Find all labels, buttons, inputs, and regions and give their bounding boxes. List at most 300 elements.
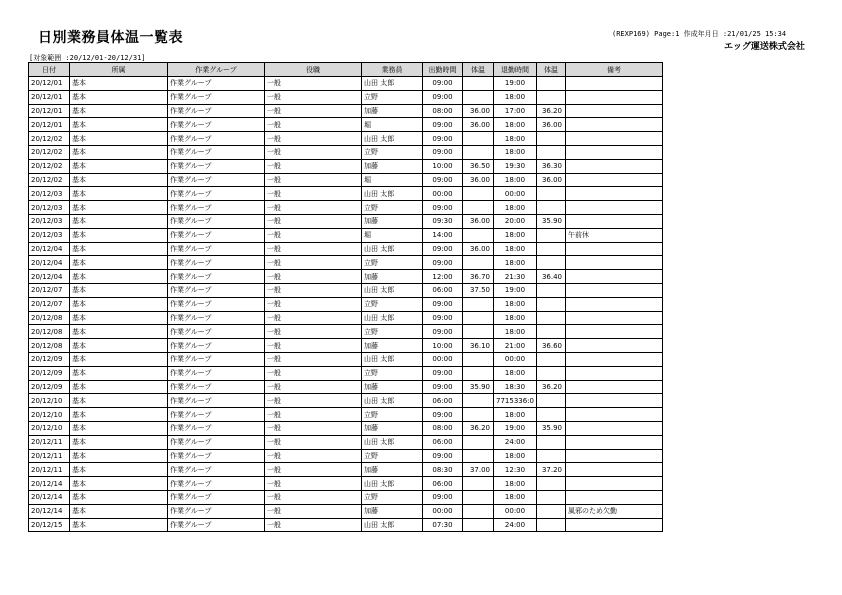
cell-clock-out: 18:00 [494, 477, 537, 491]
cell-department: 基本 [70, 270, 168, 284]
cell-temp-out [537, 297, 566, 311]
cell-clock-in: 09:00 [423, 325, 463, 339]
cell-clock-in: 00:00 [423, 504, 463, 518]
cell-work-group: 作業グループ [168, 104, 265, 118]
cell-temp-out [537, 490, 566, 504]
cell-notes [566, 173, 663, 187]
cell-temp-in [463, 518, 494, 532]
cell-temp-in: 36.00 [463, 242, 494, 256]
cell-date: 20/12/14 [29, 504, 70, 518]
cell-clock-in: 09:00 [423, 256, 463, 270]
cell-position: 一般 [265, 518, 362, 532]
cell-date: 20/12/02 [29, 159, 70, 173]
cell-work-group: 作業グループ [168, 214, 265, 228]
cell-notes [566, 477, 663, 491]
cell-employee: 立野 [362, 490, 423, 504]
cell-notes [566, 518, 663, 532]
cell-temp-out [537, 242, 566, 256]
cell-date: 20/12/02 [29, 145, 70, 159]
cell-department: 基本 [70, 283, 168, 297]
cell-notes [566, 145, 663, 159]
cell-date: 20/12/10 [29, 421, 70, 435]
table-row [29, 132, 663, 146]
cell-notes [566, 256, 663, 270]
cell-temp-in: 37.00 [463, 463, 494, 477]
cell-work-group: 作業グループ [168, 325, 265, 339]
cell-employee: 加藤 [362, 214, 423, 228]
cell-clock-out: 18:00 [494, 228, 537, 242]
cell-clock-in: 09:00 [423, 408, 463, 422]
col-clock-in: 出勤時間 [423, 63, 463, 77]
cell-temp-out [537, 477, 566, 491]
cell-clock-out: 18:00 [494, 311, 537, 325]
cell-notes [566, 463, 663, 477]
cell-position: 一般 [265, 477, 362, 491]
cell-clock-out: 18:00 [494, 132, 537, 146]
cell-employee: 立野 [362, 201, 423, 215]
col-department: 所属 [70, 63, 168, 77]
report-title: 日別業務員体温一覧表 [38, 30, 183, 46]
cell-employee: 立野 [362, 325, 423, 339]
cell-temp-out [537, 187, 566, 201]
cell-clock-in: 09:30 [423, 214, 463, 228]
cell-clock-in: 09:00 [423, 145, 463, 159]
cell-employee: 加藤 [362, 421, 423, 435]
table-row [29, 270, 663, 284]
cell-temp-out: 35.90 [537, 214, 566, 228]
cell-department: 基本 [70, 490, 168, 504]
col-position: 役職 [265, 63, 362, 77]
cell-position: 一般 [265, 297, 362, 311]
table-row [29, 187, 663, 201]
cell-clock-out: 19:00 [494, 421, 537, 435]
table-header [29, 63, 663, 77]
cell-temp-in: 36.10 [463, 339, 494, 353]
cell-date: 20/12/10 [29, 408, 70, 422]
cell-department: 基本 [70, 518, 168, 532]
cell-temp-out [537, 394, 566, 408]
company-name: エッグ運送株式会社 [724, 42, 805, 52]
cell-position: 一般 [265, 270, 362, 284]
cell-work-group: 作業グループ [168, 394, 265, 408]
cell-notes [566, 77, 663, 91]
cell-temp-in: 35.90 [463, 380, 494, 394]
cell-position: 一般 [265, 118, 362, 132]
cell-position: 一般 [265, 173, 362, 187]
cell-temp-out: 36.00 [537, 173, 566, 187]
cell-notes [566, 352, 663, 366]
table-row [29, 421, 663, 435]
cell-notes [566, 283, 663, 297]
cell-notes [566, 380, 663, 394]
cell-date: 20/12/10 [29, 394, 70, 408]
cell-notes [566, 435, 663, 449]
cell-temp-in [463, 228, 494, 242]
cell-work-group: 作業グループ [168, 463, 265, 477]
cell-date: 20/12/03 [29, 228, 70, 242]
cell-clock-out: 21:00 [494, 339, 537, 353]
cell-temp-in: 37.50 [463, 283, 494, 297]
cell-position: 一般 [265, 339, 362, 353]
cell-temp-in [463, 394, 494, 408]
cell-clock-in: 10:00 [423, 159, 463, 173]
table-row [29, 366, 663, 380]
cell-notes [566, 201, 663, 215]
cell-clock-in: 06:00 [423, 435, 463, 449]
cell-position: 一般 [265, 283, 362, 297]
cell-date: 20/12/11 [29, 435, 70, 449]
cell-clock-in: 09:00 [423, 311, 463, 325]
cell-employee: 立野 [362, 408, 423, 422]
cell-employee: 山田 太郎 [362, 242, 423, 256]
cell-department: 基本 [70, 201, 168, 215]
cell-temp-out [537, 435, 566, 449]
cell-work-group: 作業グループ [168, 311, 265, 325]
cell-clock-in: 09:00 [423, 118, 463, 132]
cell-clock-in: 09:00 [423, 297, 463, 311]
cell-work-group: 作業グループ [168, 187, 265, 201]
cell-clock-out: 19:00 [494, 283, 537, 297]
cell-work-group: 作業グループ [168, 518, 265, 532]
cell-clock-in: 06:00 [423, 477, 463, 491]
cell-work-group: 作業グループ [168, 173, 265, 187]
cell-date: 20/12/11 [29, 463, 70, 477]
cell-department: 基本 [70, 90, 168, 104]
cell-temp-in: 36.00 [463, 214, 494, 228]
cell-work-group: 作業グループ [168, 297, 265, 311]
cell-work-group: 作業グループ [168, 159, 265, 173]
cell-notes [566, 104, 663, 118]
cell-employee: 立野 [362, 449, 423, 463]
cell-notes: 午前休 [566, 228, 663, 242]
cell-work-group: 作業グループ [168, 449, 265, 463]
cell-notes [566, 90, 663, 104]
cell-temp-out [537, 311, 566, 325]
cell-work-group: 作業グループ [168, 408, 265, 422]
cell-employee: 山田 太郎 [362, 435, 423, 449]
cell-date: 20/12/08 [29, 325, 70, 339]
cell-position: 一般 [265, 256, 362, 270]
cell-temp-out: 36.40 [537, 270, 566, 284]
cell-position: 一般 [265, 435, 362, 449]
cell-work-group: 作業グループ [168, 339, 265, 353]
cell-position: 一般 [265, 242, 362, 256]
cell-employee: 加藤 [362, 504, 423, 518]
cell-position: 一般 [265, 421, 362, 435]
cell-date: 20/12/03 [29, 201, 70, 215]
cell-date: 20/12/02 [29, 132, 70, 146]
cell-date: 20/12/04 [29, 242, 70, 256]
cell-clock-in: 09:00 [423, 201, 463, 215]
table-row [29, 104, 663, 118]
table-row [29, 449, 663, 463]
cell-temp-in: 36.50 [463, 159, 494, 173]
cell-date: 20/12/01 [29, 77, 70, 91]
cell-employee: 加藤 [362, 104, 423, 118]
cell-temp-in [463, 408, 494, 422]
cell-clock-out: 21:30 [494, 270, 537, 284]
cell-date: 20/12/15 [29, 518, 70, 532]
col-temp-out: 体温 [537, 63, 566, 77]
cell-work-group: 作業グループ [168, 256, 265, 270]
cell-position: 一般 [265, 187, 362, 201]
cell-employee: 山田 太郎 [362, 77, 423, 91]
cell-clock-out: 18:00 [494, 201, 537, 215]
temperature-table [28, 62, 663, 532]
table-row [29, 77, 663, 91]
cell-clock-in: 09:00 [423, 173, 463, 187]
cell-employee: 立野 [362, 366, 423, 380]
cell-date: 20/12/14 [29, 477, 70, 491]
cell-temp-in [463, 132, 494, 146]
cell-date: 20/12/03 [29, 214, 70, 228]
cell-date: 20/12/09 [29, 352, 70, 366]
cell-date: 20/12/02 [29, 173, 70, 187]
cell-notes: 風邪のため欠勤 [566, 504, 663, 518]
cell-temp-out [537, 504, 566, 518]
col-date: 日付 [29, 63, 70, 77]
cell-department: 基本 [70, 118, 168, 132]
cell-clock-in: 08:30 [423, 463, 463, 477]
cell-work-group: 作業グループ [168, 242, 265, 256]
cell-position: 一般 [265, 214, 362, 228]
cell-department: 基本 [70, 311, 168, 325]
col-notes: 備考 [566, 63, 663, 77]
cell-clock-in: 09:00 [423, 366, 463, 380]
table-row [29, 490, 663, 504]
cell-date: 20/12/08 [29, 311, 70, 325]
cell-temp-in [463, 90, 494, 104]
cell-notes [566, 421, 663, 435]
cell-clock-out: 19:00 [494, 77, 537, 91]
cell-work-group: 作業グループ [168, 132, 265, 146]
cell-temp-in: 36.00 [463, 118, 494, 132]
table-row [29, 352, 663, 366]
table-row [29, 228, 663, 242]
table-row [29, 283, 663, 297]
cell-notes [566, 214, 663, 228]
cell-clock-out: 18:00 [494, 118, 537, 132]
cell-clock-in: 09:00 [423, 380, 463, 394]
cell-position: 一般 [265, 132, 362, 146]
cell-department: 基本 [70, 408, 168, 422]
cell-department: 基本 [70, 214, 168, 228]
cell-employee: 立野 [362, 90, 423, 104]
cell-employee: 山田 太郎 [362, 518, 423, 532]
cell-employee: 堀 [362, 228, 423, 242]
report-meta: (REXP169) Page:1 作成年月日 :21/01/25 15:34 [612, 30, 787, 38]
cell-department: 基本 [70, 352, 168, 366]
cell-employee: 加藤 [362, 159, 423, 173]
cell-temp-out: 36.00 [537, 118, 566, 132]
cell-clock-in: 08:00 [423, 421, 463, 435]
cell-date: 20/12/03 [29, 187, 70, 201]
cell-department: 基本 [70, 256, 168, 270]
cell-clock-in: 09:00 [423, 449, 463, 463]
cell-temp-out: 36.60 [537, 339, 566, 353]
cell-employee: 立野 [362, 297, 423, 311]
table-row [29, 435, 663, 449]
cell-temp-out [537, 325, 566, 339]
cell-employee: 加藤 [362, 270, 423, 284]
cell-employee: 山田 太郎 [362, 283, 423, 297]
cell-department: 基本 [70, 380, 168, 394]
cell-clock-out: 00:00 [494, 187, 537, 201]
cell-employee: 山田 太郎 [362, 311, 423, 325]
cell-temp-in [463, 187, 494, 201]
cell-clock-out: 18:00 [494, 408, 537, 422]
cell-date: 20/12/07 [29, 283, 70, 297]
table-row [29, 145, 663, 159]
cell-work-group: 作業グループ [168, 228, 265, 242]
cell-employee: 山田 太郎 [362, 477, 423, 491]
cell-temp-in [463, 256, 494, 270]
cell-notes [566, 408, 663, 422]
table-row [29, 463, 663, 477]
cell-temp-out: 36.30 [537, 159, 566, 173]
cell-department: 基本 [70, 449, 168, 463]
cell-work-group: 作業グループ [168, 201, 265, 215]
cell-employee: 堀 [362, 173, 423, 187]
cell-work-group: 作業グループ [168, 504, 265, 518]
cell-department: 基本 [70, 173, 168, 187]
cell-employee: 立野 [362, 145, 423, 159]
cell-work-group: 作業グループ [168, 490, 265, 504]
cell-date: 20/12/14 [29, 490, 70, 504]
cell-department: 基本 [70, 394, 168, 408]
cell-position: 一般 [265, 408, 362, 422]
cell-clock-in: 09:00 [423, 132, 463, 146]
cell-department: 基本 [70, 366, 168, 380]
col-work-group: 作業グループ [168, 63, 265, 77]
table-row [29, 504, 663, 518]
cell-temp-out [537, 408, 566, 422]
period-range: [対象範囲 :20/12/01-20/12/31] [29, 54, 146, 62]
cell-department: 基本 [70, 187, 168, 201]
cell-position: 一般 [265, 449, 362, 463]
cell-position: 一般 [265, 311, 362, 325]
cell-employee: 加藤 [362, 463, 423, 477]
cell-clock-out: 18:00 [494, 325, 537, 339]
cell-notes [566, 159, 663, 173]
cell-clock-in: 07:30 [423, 518, 463, 532]
cell-date: 20/12/11 [29, 449, 70, 463]
cell-notes [566, 118, 663, 132]
cell-clock-out: 12:30 [494, 463, 537, 477]
cell-notes [566, 311, 663, 325]
cell-clock-in: 09:00 [423, 490, 463, 504]
cell-temp-out: 36.20 [537, 380, 566, 394]
cell-temp-in [463, 490, 494, 504]
cell-work-group: 作業グループ [168, 270, 265, 284]
table-row [29, 311, 663, 325]
cell-position: 一般 [265, 366, 362, 380]
table-row [29, 518, 663, 532]
cell-clock-out: 18:00 [494, 145, 537, 159]
table-row [29, 118, 663, 132]
cell-work-group: 作業グループ [168, 118, 265, 132]
col-employee: 業務員 [362, 63, 423, 77]
cell-temp-in [463, 366, 494, 380]
cell-temp-in [463, 449, 494, 463]
cell-clock-in: 09:00 [423, 77, 463, 91]
cell-clock-out: 24:00 [494, 518, 537, 532]
table-row [29, 394, 663, 408]
cell-temp-out [537, 77, 566, 91]
cell-clock-out: 00:00 [494, 352, 537, 366]
table-row [29, 242, 663, 256]
cell-temp-out [537, 201, 566, 215]
cell-department: 基本 [70, 435, 168, 449]
cell-temp-in [463, 297, 494, 311]
cell-clock-out: 18:00 [494, 173, 537, 187]
cell-department: 基本 [70, 297, 168, 311]
cell-temp-out [537, 256, 566, 270]
table-row [29, 256, 663, 270]
table-row [29, 159, 663, 173]
cell-clock-out: 7715336:0 [494, 394, 537, 408]
cell-notes [566, 366, 663, 380]
table-row [29, 408, 663, 422]
cell-date: 20/12/01 [29, 90, 70, 104]
cell-position: 一般 [265, 104, 362, 118]
cell-department: 基本 [70, 339, 168, 353]
cell-temp-in: 36.70 [463, 270, 494, 284]
cell-work-group: 作業グループ [168, 380, 265, 394]
cell-temp-in: 36.20 [463, 421, 494, 435]
cell-clock-in: 08:00 [423, 104, 463, 118]
cell-clock-out: 18:00 [494, 256, 537, 270]
cell-position: 一般 [265, 380, 362, 394]
table-row [29, 325, 663, 339]
cell-department: 基本 [70, 159, 168, 173]
cell-date: 20/12/04 [29, 270, 70, 284]
table-row [29, 90, 663, 104]
cell-clock-out: 24:00 [494, 435, 537, 449]
cell-work-group: 作業グループ [168, 145, 265, 159]
cell-temp-out [537, 518, 566, 532]
cell-notes [566, 132, 663, 146]
cell-temp-out [537, 132, 566, 146]
cell-work-group: 作業グループ [168, 283, 265, 297]
cell-work-group: 作業グループ [168, 352, 265, 366]
cell-department: 基本 [70, 77, 168, 91]
cell-work-group: 作業グループ [168, 90, 265, 104]
cell-notes [566, 242, 663, 256]
cell-temp-in [463, 352, 494, 366]
cell-temp-in: 36.00 [463, 173, 494, 187]
cell-date: 20/12/07 [29, 297, 70, 311]
cell-clock-out: 19:30 [494, 159, 537, 173]
cell-temp-in [463, 77, 494, 91]
cell-department: 基本 [70, 421, 168, 435]
cell-temp-in [463, 325, 494, 339]
cell-position: 一般 [265, 201, 362, 215]
cell-department: 基本 [70, 242, 168, 256]
cell-position: 一般 [265, 159, 362, 173]
cell-notes [566, 490, 663, 504]
cell-temp-in: 36.00 [463, 104, 494, 118]
cell-date: 20/12/08 [29, 339, 70, 353]
table-row [29, 477, 663, 491]
cell-clock-out: 18:00 [494, 449, 537, 463]
cell-position: 一般 [265, 228, 362, 242]
cell-position: 一般 [265, 77, 362, 91]
cell-clock-in: 10:00 [423, 339, 463, 353]
cell-position: 一般 [265, 90, 362, 104]
cell-clock-out: 18:00 [494, 366, 537, 380]
cell-work-group: 作業グループ [168, 435, 265, 449]
